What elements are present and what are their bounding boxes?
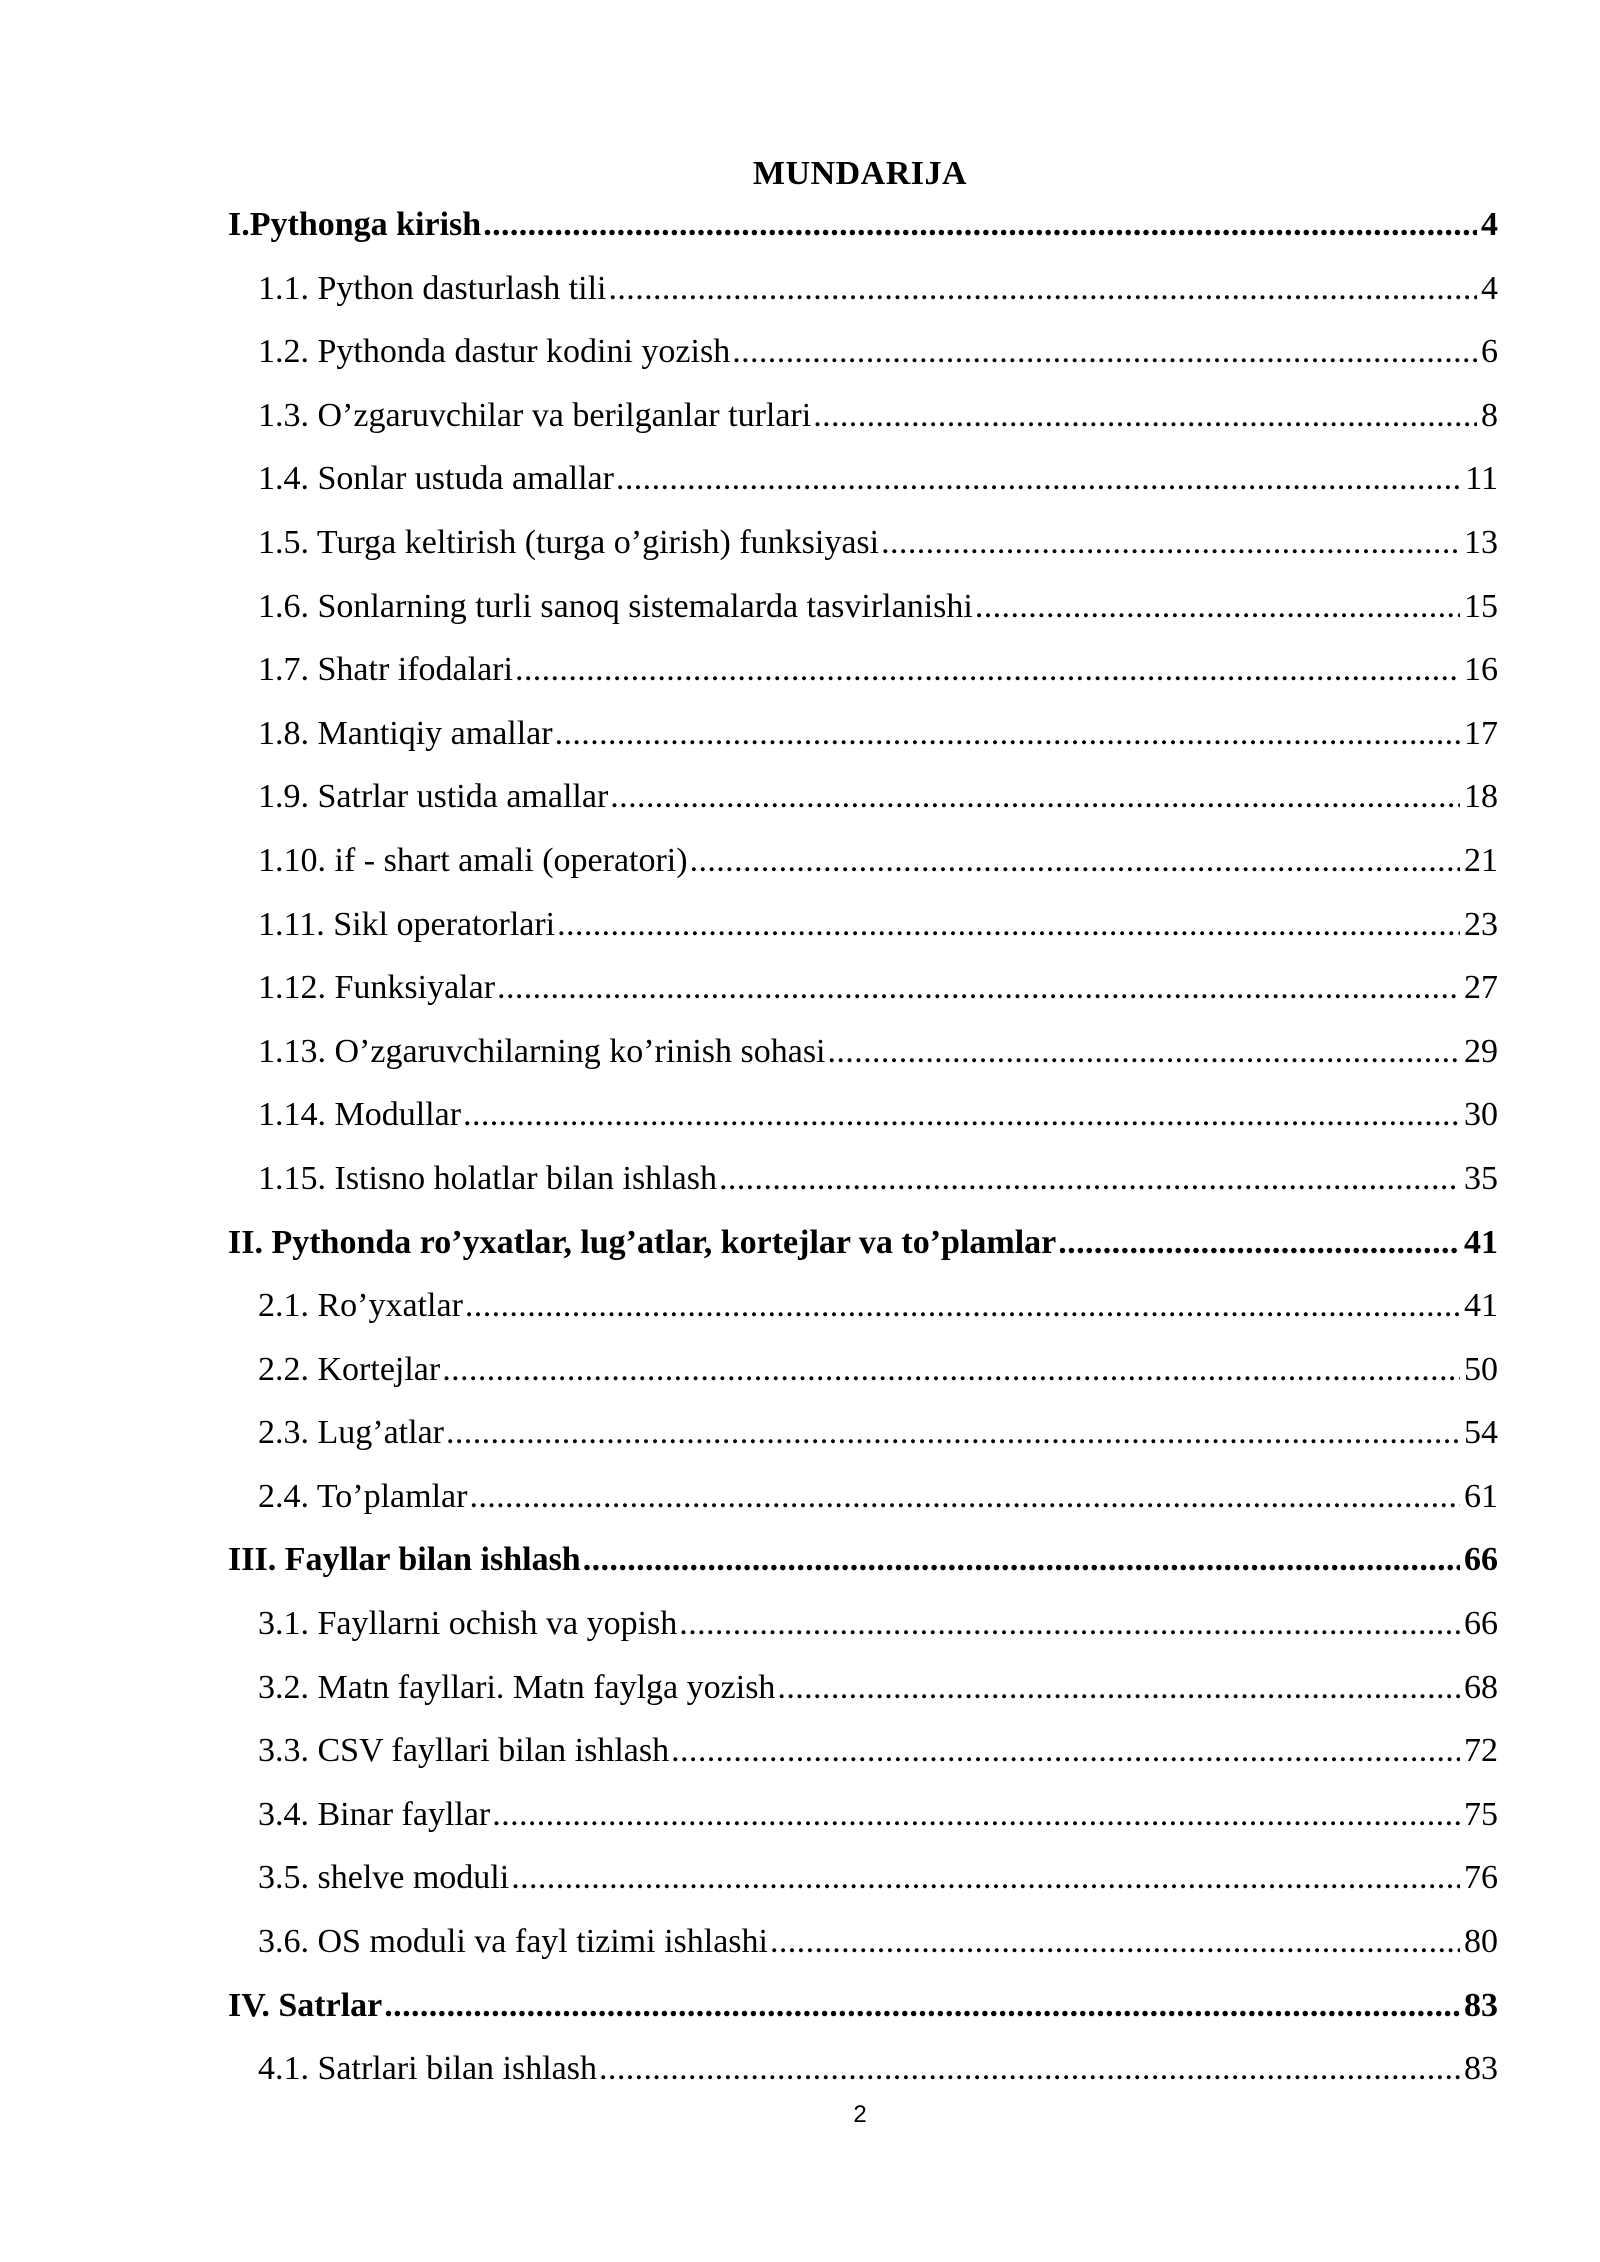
toc-entry-page: 50 — [1464, 1350, 1498, 1388]
toc-entry-page: 61 — [1464, 1477, 1498, 1515]
toc-entry-page: 15 — [1464, 587, 1498, 625]
toc-section-entry — [228, 454, 1498, 518]
toc-entry-page: 30 — [1464, 1096, 1498, 1134]
toc-section-entry — [228, 1917, 1498, 1981]
toc-entry-page: 18 — [1464, 778, 1498, 816]
toc-entry-label: 3.2. Matn fayllari. Matn faylga yozish — [258, 1668, 776, 1706]
toc-section-entry — [228, 327, 1498, 391]
dot-leader — [690, 836, 1460, 886]
toc-section-entry — [228, 1281, 1498, 1345]
toc-entry-page: 13 — [1464, 523, 1498, 561]
toc-entry-label: 2.3. Lug’atlar — [258, 1414, 444, 1452]
dot-leader — [679, 1599, 1460, 1649]
dot-leader — [770, 1917, 1460, 1967]
toc-entry-label: 1.2. Pythonda dastur kodini yozish — [258, 333, 731, 371]
toc-entry-label: 1.15. Istisno holatlar bilan ishlash — [258, 1159, 717, 1197]
dot-leader — [610, 772, 1460, 822]
dot-leader — [469, 1472, 1460, 1522]
dot-leader — [777, 1663, 1460, 1713]
toc-entry-page: 68 — [1464, 1668, 1498, 1706]
toc-entry-label: 1.14. Modullar — [258, 1096, 462, 1134]
dot-leader — [813, 391, 1477, 441]
toc-section-entry — [228, 1853, 1498, 1917]
toc-section-entry — [228, 1472, 1498, 1536]
dot-leader — [616, 454, 1461, 504]
toc-entry-label: 4.1. Satrlari bilan ishlash — [258, 2050, 598, 2088]
toc-entry-label: III. Fayllar bilan ishlash — [228, 1541, 581, 1579]
toc-section-entry — [228, 1408, 1498, 1472]
toc-entry-page: 21 — [1464, 841, 1498, 879]
toc-section-entry — [228, 963, 1498, 1027]
toc-entry-label: II. Pythonda ro’yxatlar, lug’atlar, kortejlar va to’plamlar — [228, 1223, 1057, 1261]
toc-entry-page: 41 — [1464, 1287, 1498, 1325]
dot-leader — [384, 1981, 1460, 2031]
toc-entry-page: 17 — [1464, 714, 1498, 752]
dot-leader — [609, 264, 1478, 314]
toc-entry-label: 3.1. Fayllarni ochish va yopish — [258, 1605, 678, 1643]
toc-entry-label: 1.5. Turga keltirish (turga o’girish) funksiyasi — [258, 523, 880, 561]
toc-entry-page: 23 — [1464, 905, 1498, 943]
toc-entry-label: 2.2. Kortejlar — [258, 1350, 441, 1388]
dot-leader — [881, 518, 1460, 568]
dot-leader — [828, 1027, 1461, 1077]
toc-entry-label: 2.1. Ro’yxatlar — [258, 1287, 463, 1325]
toc-section-entry — [228, 1345, 1498, 1409]
toc-entry-page: 35 — [1464, 1159, 1498, 1197]
page-number: 2 — [853, 2101, 867, 2128]
toc-entry-page: 16 — [1464, 651, 1498, 689]
dot-leader — [497, 963, 1460, 1013]
dot-leader — [671, 1726, 1460, 1776]
toc-entry-label: 1.9. Satrlar ustida amallar — [258, 778, 609, 816]
toc-entry-label: 1.3. O’zgaruvchilar va berilganlar turlari — [258, 396, 812, 434]
toc-entry-label: I.Pythonga kirish — [228, 206, 482, 243]
toc-entry-label: IV. Satrlar — [228, 1986, 383, 2024]
dot-leader — [515, 645, 1460, 695]
toc-section-entry — [228, 264, 1498, 328]
toc-section-entry — [228, 900, 1498, 964]
toc-section-entry — [228, 1027, 1498, 1091]
dot-leader — [555, 709, 1460, 759]
toc-entry-label: 1.11. Sikl operatorlari — [258, 905, 556, 943]
toc-entry-label: 1.12. Funksiyalar — [258, 969, 496, 1007]
toc-entry-page: 83 — [1464, 2050, 1498, 2088]
toc-section-entry — [228, 709, 1498, 773]
toc-entry-page: 66 — [1464, 1605, 1498, 1643]
toc-section-entry — [228, 645, 1498, 709]
toc-entry-page: 11 — [1465, 460, 1498, 498]
toc-entry-label: 1.4. Sonlar ustuda amallar — [258, 460, 614, 498]
toc-entry-label: 3.6. OS moduli va fayl tizimi ishlashi — [258, 1923, 768, 1961]
toc-section-entry — [228, 1599, 1498, 1663]
toc-section-entry — [228, 1090, 1498, 1154]
toc-entry-label: 1.13. O’zgaruvchilarning ko’rinish sohasi — [258, 1032, 826, 1070]
toc-section-entry — [228, 391, 1498, 455]
toc-section-entry — [228, 518, 1498, 582]
dot-leader — [719, 1154, 1460, 1204]
dot-leader — [492, 1790, 1460, 1840]
dot-leader — [975, 582, 1460, 632]
toc-entry-page: 4 — [1481, 206, 1498, 243]
toc-entry-page: 41 — [1464, 1223, 1498, 1261]
toc-entry-page: 66 — [1464, 1541, 1498, 1579]
dot-leader — [511, 1853, 1460, 1903]
toc-entry-page: 75 — [1464, 1795, 1498, 1833]
dot-leader — [599, 2044, 1460, 2094]
toc-entry-page: 6 — [1481, 333, 1498, 371]
dot-leader — [732, 327, 1477, 377]
toc-section-entry — [228, 2044, 1498, 2108]
toc-entry-label: 1.6. Sonlarning turli sanoq sistemalarda tasvirlanishi — [258, 587, 973, 625]
toc-section-entry — [228, 1663, 1498, 1727]
toc-entry-page: 4 — [1481, 269, 1498, 307]
toc-entry-page: 29 — [1464, 1032, 1498, 1070]
toc-entry-page: 76 — [1464, 1859, 1498, 1897]
toc-entry-page: 83 — [1464, 1986, 1498, 2024]
toc-section-entry — [228, 836, 1498, 900]
dot-leader — [446, 1408, 1460, 1458]
toc-entry-label: 1.1. Python dasturlash tili — [258, 269, 607, 307]
dot-leader — [483, 200, 1477, 250]
toc-entry-label: 1.8. Mantiqiy amallar — [258, 714, 553, 752]
toc-entry-label: 1.7. Shatr ifodalari — [258, 651, 513, 689]
toc-entry-page: 72 — [1464, 1732, 1498, 1770]
toc-section-entry — [228, 1790, 1498, 1854]
page-title: MUNDARIJA — [752, 155, 968, 192]
toc-entry-page: 80 — [1464, 1923, 1498, 1961]
toc-chapter-entry — [228, 200, 1498, 264]
dot-leader — [465, 1281, 1460, 1331]
toc-section-entry — [228, 1726, 1498, 1790]
dot-leader — [557, 900, 1460, 950]
toc-chapter-entry — [228, 1981, 1498, 2045]
dot-leader — [1058, 1218, 1460, 1268]
toc-entry-label: 3.5. shelve moduli — [258, 1859, 510, 1897]
toc-section-entry — [228, 1154, 1498, 1218]
dot-leader — [463, 1090, 1460, 1140]
toc-entry-label: 1.10. if - shart amali (operatori) — [258, 841, 688, 879]
toc-chapter-entry — [228, 1218, 1498, 1282]
toc-entry-page: 54 — [1464, 1414, 1498, 1452]
dot-leader — [583, 1535, 1460, 1585]
toc-entry-page: 8 — [1481, 396, 1498, 434]
toc-section-entry — [228, 772, 1498, 836]
toc-entry-page: 27 — [1464, 969, 1498, 1007]
toc-chapter-entry — [228, 1535, 1498, 1599]
table-of-contents — [228, 200, 1498, 2108]
toc-entry-label: 3.3. CSV fayllari bilan ishlash — [258, 1732, 670, 1770]
toc-entry-label: 2.4. To’plamlar — [258, 1477, 468, 1515]
toc-entry-label: 3.4. Binar fayllar — [258, 1795, 491, 1833]
toc-section-entry — [228, 582, 1498, 646]
dot-leader — [442, 1345, 1460, 1395]
